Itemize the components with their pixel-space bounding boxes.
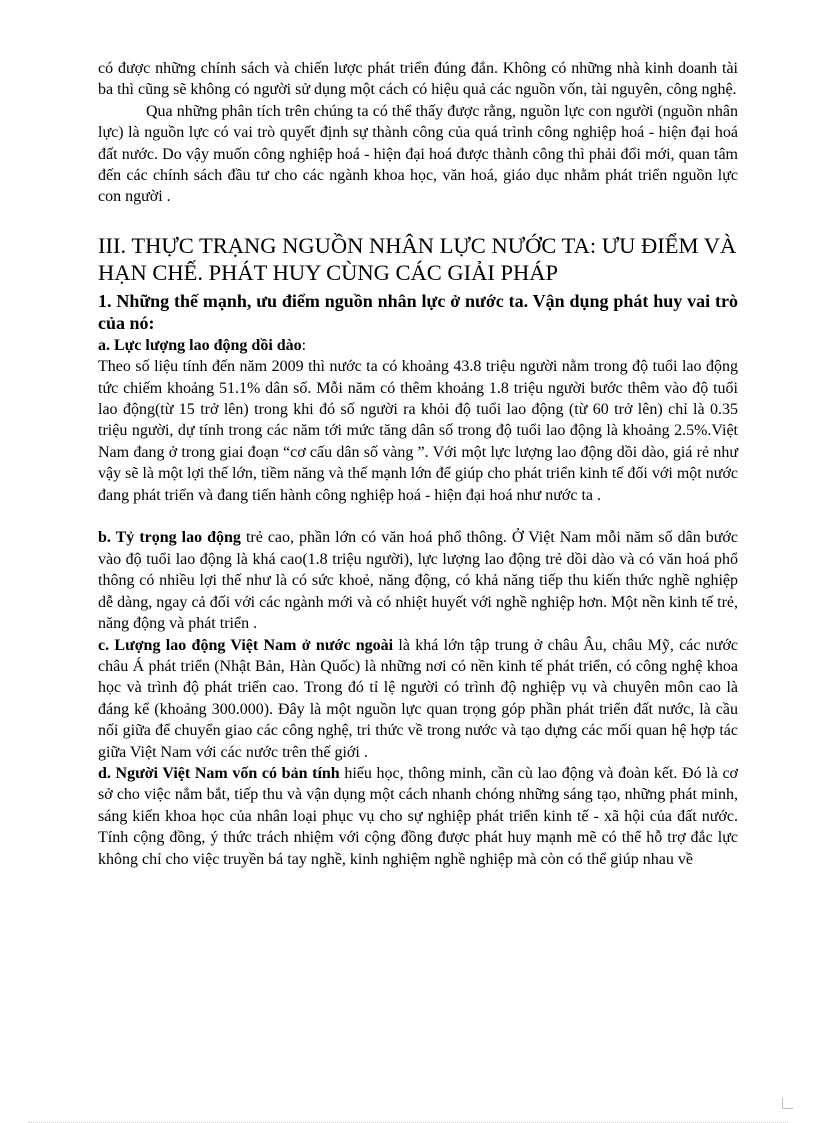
- document-page: [98, 58, 738, 870]
- item-c-body: là khá lớn tập trung ở châu Âu, châu Mỹ, các nước châu Á phát triển (Nhật Bản, Hàn Quốc) là những nơi có nền kinh tế phát triển, có công nghệ khoa học và trình độ phát triển cao. Trong đó tỉ lệ người có trình độ nghiệp vụ và chuyên môn cao là đáng kể (khoảng 300.000). Đây là một nguồn lực quan trọng góp phần phát triển đất nước, là cầu nối giữa để chuyển giao các công nghệ, tri thức về trong nước và tạo dựng các mối quan hệ hợp tác giữa Việt Nam với các nước trên thế giới .: [98, 636, 739, 761]
- item-d-paragraph: [98, 763, 738, 870]
- item-b-title: b. Tỷ trọng lao động: [98, 529, 241, 547]
- item-a-body: Theo số liệu tính đến năm 2009 thì nước ta có khoảng 43.8 triệu người nằm trong độ tuổi lao động tức chiếm khoảng 51.1% dân số. Mỗi năm có thêm khoảng 1.8 triệu người bước thêm vào độ tuổi lao động(từ 15 trở lên) trong khi đó số người ra khỏi độ tuổi lao động (từ 60 trở lên) chỉ là 0.35 triệu người, dự tính trong các năm tới mức tăng dân số trong độ tuổi lao động là khoảng 2.5%.Việt Nam đang ở trong giai đoạn “cơ cấu dân số vàng ”. Với một lực lượng lao động dồi dào, giá rẻ như vậy sẽ là một lợi thế lớn, tiềm năng và thế mạnh lớn để giúp cho phát triển kinh tế đối với một nước đang phát triển và đang tiến hành công nghiệp hoá - hiện đại hoá như nước ta .: [98, 358, 738, 504]
- paragraph-gap: [98, 506, 738, 527]
- item-d-body: hiếu học, thông minh, cần cù lao động và đoàn kết. Đó là cơ sở cho việc nắm bắt, tiếp thu và vận dụng một cách nhanh chóng những sáng tạo, những phát minh, sáng kiến khoa học của nhân loại phục vụ cho sự nghiệp phát triển kinh tế - xã hội của đất nước. Tính cộng đồng, ý thức trách nhiệm với cộng đồng được phát huy mạnh mẽ có thể hỗ trợ đắc lực không chỉ cho việc truyền bá tay nghề, kinh nghiệm nghề nghiệp mà còn có thể giúp nhau về: [98, 764, 739, 868]
- item-c-paragraph: [98, 635, 738, 763]
- item-d-title: d. Người Việt Nam vốn có bản tính: [98, 764, 340, 782]
- item-a-title: a. Lực lượng lao động dồi dào: [98, 336, 302, 354]
- item-b-body: trẻ cao, phần lớn có văn hoá phổ thông. Ở Việt Nam mỗi năm số dân bước vào độ tuổi lao động là khá cao(1.8 triệu người), lực lượng lao động trẻ dồi dào và có văn hoá phổ thông có nhiều lợi thế như là có sức khoẻ, năng động, có khả năng tiếp thu kiến thức nghề nghiệp dễ dàng, ngay cả đối với các ngành mới và có nhiệt huyết với nghề nghiệp hơn. Một nền kinh tế trẻ, năng động và phát triển .: [98, 529, 738, 633]
- section-title: III. THỰC TRẠNG NGUỒN NHÂN LỰC NƯỚC TA: ƯU ĐIỂM VÀ HẠN CHẾ. PHÁT HUY CÙNG CÁC GIẢI PHÁP: [98, 232, 737, 285]
- item-a-heading: [98, 335, 738, 356]
- subsection-title: 1. Những thế mạnh, ưu điểm nguồn nhân lực ở nước ta. Vận dụng phát huy vai trò của nó:: [98, 290, 738, 334]
- item-a-title-suffix: :: [301, 336, 307, 354]
- page-corner-mark: [782, 1098, 793, 1109]
- intro-paragraph-1: có được những chính sách và chiến lược phát triển đúng đắn. Không có những nhà kinh doanh tài ba thì cũng sẽ không có người sử dụng một cách có hiệu quả các nguồn vốn, tài nguyên, công nghệ.: [98, 60, 738, 99]
- item-b-paragraph: [98, 527, 738, 634]
- item-c-title: c. Lượng lao động Việt Nam ở nước ngoài: [98, 636, 394, 654]
- intro-paragraph-2: Qua những phân tích trên chúng ta có thể thấy được rằng, nguồn lực con người (nguồn nhân lực) là nguồn lực có vai trò quyết định sự thành công của quá trình công nghiệp hoá - hiện đại hoá đất nước. Do vậy muốn công nghiệp hoá - hiện đại hoá được thành công thì phải đổi mới, quan tâm đến các chính sách đầu tư cho các ngành khoa học, văn hoá, giáo dục nhằm phát triển nguồn lực con người .: [98, 102, 738, 206]
